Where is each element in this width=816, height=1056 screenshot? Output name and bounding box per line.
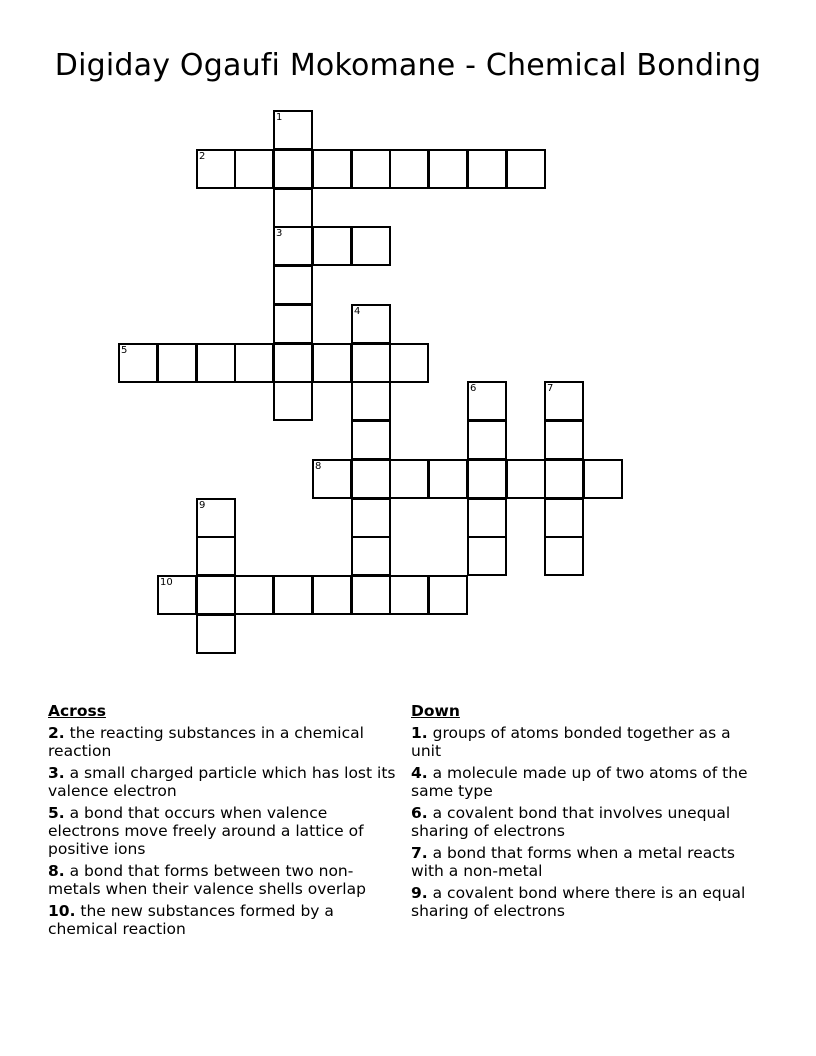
clue-text: a covalent bond that involves unequal sharing of electrons [411,804,731,840]
clue-across-3 [48,764,396,800]
crossword-cell[interactable] [312,459,352,499]
crossword-cell[interactable] [157,343,197,383]
crossword-cell[interactable] [351,420,391,460]
crossword-cell[interactable] [428,149,468,189]
clue-text: the new substances formed by a chemical reaction [48,902,334,938]
cell-number: 4 [354,306,361,317]
crossword-cell[interactable] [544,536,584,576]
crossword-cell[interactable] [196,498,236,538]
clue-text: a bond that forms between two non-metals when their valence shells overlap [48,862,366,898]
clue-text: a bond that occurs when valence electrons move freely around a lattice of positive ions [48,804,364,858]
cell-number: 8 [315,461,322,472]
crossword-cell[interactable] [234,575,274,615]
crossword-cell[interactable] [351,498,391,538]
crossword-cell[interactable] [467,149,507,189]
clue-number: 3. [48,764,65,782]
crossword-cell[interactable] [467,498,507,538]
clue-number: 10. [48,902,76,920]
crossword-cell[interactable] [273,149,313,189]
cell-number: 5 [121,345,128,356]
crossword-cell[interactable] [351,381,391,421]
down-clues [411,702,751,924]
cell-number: 6 [470,383,477,394]
clue-number: 6. [411,804,428,822]
clue-across-5 [48,804,396,858]
crossword-cell[interactable] [389,149,429,189]
cell-number: 3 [276,228,283,239]
crossword-cell[interactable] [351,226,391,266]
crossword-cell[interactable] [273,304,313,344]
crossword-cell[interactable] [273,343,313,383]
clue-number: 4. [411,764,428,782]
crossword-cell[interactable] [312,343,352,383]
clue-number: 2. [48,724,65,742]
crossword-cell[interactable] [351,536,391,576]
crossword-cell[interactable] [196,149,236,189]
crossword-cell[interactable] [583,459,623,499]
crossword-cell[interactable] [273,381,313,421]
crossword-cell[interactable] [428,459,468,499]
cell-number: 2 [199,151,206,162]
clue-text: the reacting substances in a chemical reaction [48,724,364,760]
crossword-cell[interactable] [428,575,468,615]
crossword-cell[interactable] [273,226,313,266]
crossword-cell[interactable] [273,265,313,305]
crossword-cell[interactable] [467,536,507,576]
clue-number: 9. [411,884,428,902]
across-heading: Across [48,702,106,720]
clue-text: groups of atoms bonded together as a unit [411,724,731,760]
crossword-cell[interactable] [196,575,236,615]
crossword-cell[interactable] [467,459,507,499]
clue-text: a molecule made up of two atoms of the same type [411,764,748,800]
clue-across-8 [48,862,396,898]
crossword-cell[interactable] [544,420,584,460]
crossword-cell[interactable] [544,381,584,421]
crossword-cell[interactable] [506,459,546,499]
crossword-cell[interactable] [351,575,391,615]
crossword-cell[interactable] [273,188,313,228]
crossword-cell[interactable] [389,575,429,615]
cell-number: 7 [547,383,554,394]
crossword-cell[interactable] [389,343,429,383]
clue-down-9 [411,884,751,920]
crossword-cell[interactable] [273,110,313,150]
crossword-cell[interactable] [312,226,352,266]
crossword-cell[interactable] [506,149,546,189]
crossword-cell[interactable] [234,343,274,383]
crossword-cell[interactable] [544,459,584,499]
crossword-cell[interactable] [351,459,391,499]
crossword-cell[interactable] [467,420,507,460]
clue-number: 1. [411,724,428,742]
down-heading: Down [411,702,460,720]
clue-across-10 [48,902,396,938]
clue-across-2 [48,724,396,760]
cell-number: 10 [160,577,173,588]
crossword-cell[interactable] [196,536,236,576]
crossword-cell[interactable] [118,343,158,383]
clue-text: a small charged particle which has lost its valence electron [48,764,396,800]
clue-number: 5. [48,804,65,822]
crossword-cell[interactable] [351,149,391,189]
crossword-cell[interactable] [157,575,197,615]
page-title: Digiday Ogaufi Mokomane - Chemical Bonding [54,48,762,83]
crossword-cell[interactable] [312,149,352,189]
cell-number: 9 [199,500,206,511]
across-clues [48,702,396,942]
clue-number: 8. [48,862,65,880]
crossword-cell[interactable] [467,381,507,421]
crossword-cell[interactable] [196,343,236,383]
clue-number: 7. [411,844,428,862]
cell-number: 1 [276,112,283,123]
clue-text: a covalent bond where there is an equal sharing of electrons [411,884,746,920]
crossword-cell[interactable] [389,459,429,499]
crossword-cell[interactable] [351,343,391,383]
crossword-cell[interactable] [351,304,391,344]
crossword-cell[interactable] [196,614,236,654]
clue-down-7 [411,844,751,880]
crossword-cell[interactable] [273,575,313,615]
crossword-cell[interactable] [312,575,352,615]
clue-text: a bond that forms when a metal reacts with a non-metal [411,844,735,880]
crossword-cell[interactable] [544,498,584,538]
clue-down-6 [411,804,751,840]
clue-down-4 [411,764,751,800]
clue-down-1 [411,724,751,760]
crossword-cell[interactable] [234,149,274,189]
